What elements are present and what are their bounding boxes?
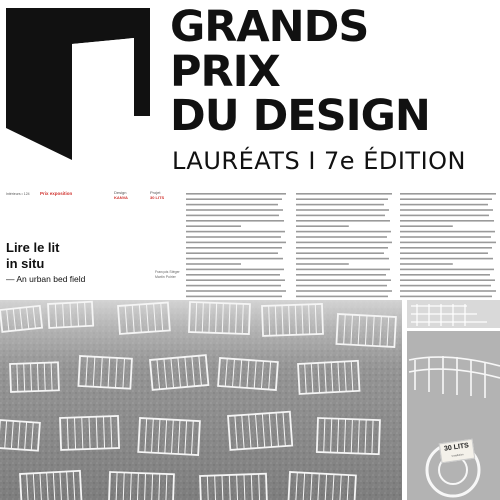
text-line — [186, 252, 278, 254]
body-text-lines-1 — [186, 190, 286, 302]
photo-credit-2: Martin Poirier — [155, 275, 176, 279]
text-line — [296, 258, 389, 260]
text-line — [296, 274, 386, 276]
text-line — [296, 263, 349, 265]
text-line — [186, 285, 281, 287]
text-line — [400, 209, 493, 211]
text-line — [296, 193, 392, 195]
text-line — [186, 269, 284, 271]
text-line — [296, 215, 385, 217]
bed-sign-title: 30 LITS — [443, 442, 470, 453]
text-line — [186, 236, 281, 238]
text-line — [400, 204, 488, 206]
project-credit-value: 30 LITS — [150, 195, 165, 200]
article-title-line-1: Lire le lit — [6, 240, 60, 255]
text-line — [296, 290, 392, 292]
text-line — [186, 231, 285, 233]
text-line — [296, 204, 384, 206]
text-line — [400, 247, 492, 249]
photo-divider — [407, 328, 500, 331]
article-subtitle: — An urban bed field — [6, 274, 86, 284]
text-line — [400, 290, 496, 292]
bed-field-photo — [0, 300, 402, 500]
body-text-column-3 — [400, 190, 496, 302]
text-line — [400, 279, 495, 281]
photo-credits — [155, 270, 180, 280]
text-line — [400, 263, 453, 265]
text-line — [186, 242, 286, 244]
text-line — [186, 198, 282, 200]
brand-line-du-design: DU DESIGN — [170, 91, 430, 141]
text-line — [296, 279, 391, 281]
article-title-line-2: in situ — [6, 256, 45, 271]
text-line — [400, 236, 491, 238]
text-line — [296, 209, 389, 211]
text-line — [400, 258, 493, 260]
text-line — [400, 198, 492, 200]
text-line — [296, 220, 390, 222]
text-line — [296, 269, 390, 271]
design-credit-label: Design — [114, 190, 127, 195]
body-text-column-1 — [186, 190, 286, 302]
text-line — [400, 252, 488, 254]
text-line — [400, 225, 453, 227]
text-line — [186, 247, 282, 249]
text-line — [186, 290, 286, 292]
text-line — [400, 285, 491, 287]
design-credit-value: KANVA — [114, 195, 128, 200]
design-credit — [114, 190, 128, 200]
page-folio: Intérieurs • 124 — [6, 192, 30, 196]
text-line — [400, 215, 489, 217]
text-line — [296, 242, 392, 244]
text-line — [186, 279, 285, 281]
body-text-lines-3 — [400, 190, 496, 302]
text-line — [296, 252, 384, 254]
text-line — [400, 242, 496, 244]
section-label: Prix exposition — [40, 191, 73, 196]
project-credit-label: Projet — [150, 190, 161, 195]
grands-prix-logo — [6, 8, 150, 160]
photo-credit-1: François Stéger — [155, 270, 180, 274]
project-credit — [150, 190, 164, 200]
text-line — [186, 225, 241, 227]
text-line — [296, 231, 391, 233]
bed-sign-caption: Installation — [451, 453, 464, 458]
text-line — [296, 236, 387, 238]
body-text-lines-2 — [296, 190, 392, 302]
body-text-column-2 — [296, 190, 392, 302]
text-line — [400, 220, 494, 222]
text-line — [186, 220, 284, 222]
text-line — [186, 258, 283, 260]
brand-line-grands: GRANDS — [170, 2, 369, 52]
bed-field-illustration — [0, 300, 402, 500]
brand-line-prix: PRIX — [170, 47, 280, 97]
text-line — [296, 225, 349, 227]
edition-subtitle: LAURÉATS I 7e ÉDITION — [172, 147, 466, 175]
text-line — [296, 247, 388, 249]
text-line — [400, 274, 490, 276]
article-title — [6, 240, 59, 272]
text-line — [186, 263, 241, 265]
text-line — [400, 231, 495, 233]
text-line — [186, 209, 283, 211]
text-line — [400, 269, 494, 271]
text-line — [296, 296, 388, 298]
text-line — [400, 193, 496, 195]
text-line — [296, 198, 388, 200]
text-line — [186, 193, 286, 195]
text-line — [400, 296, 492, 298]
magazine-spread — [0, 186, 500, 500]
text-line — [296, 285, 387, 287]
text-line — [186, 215, 279, 217]
text-line — [186, 204, 278, 206]
text-line — [186, 274, 280, 276]
text-line — [186, 296, 282, 298]
